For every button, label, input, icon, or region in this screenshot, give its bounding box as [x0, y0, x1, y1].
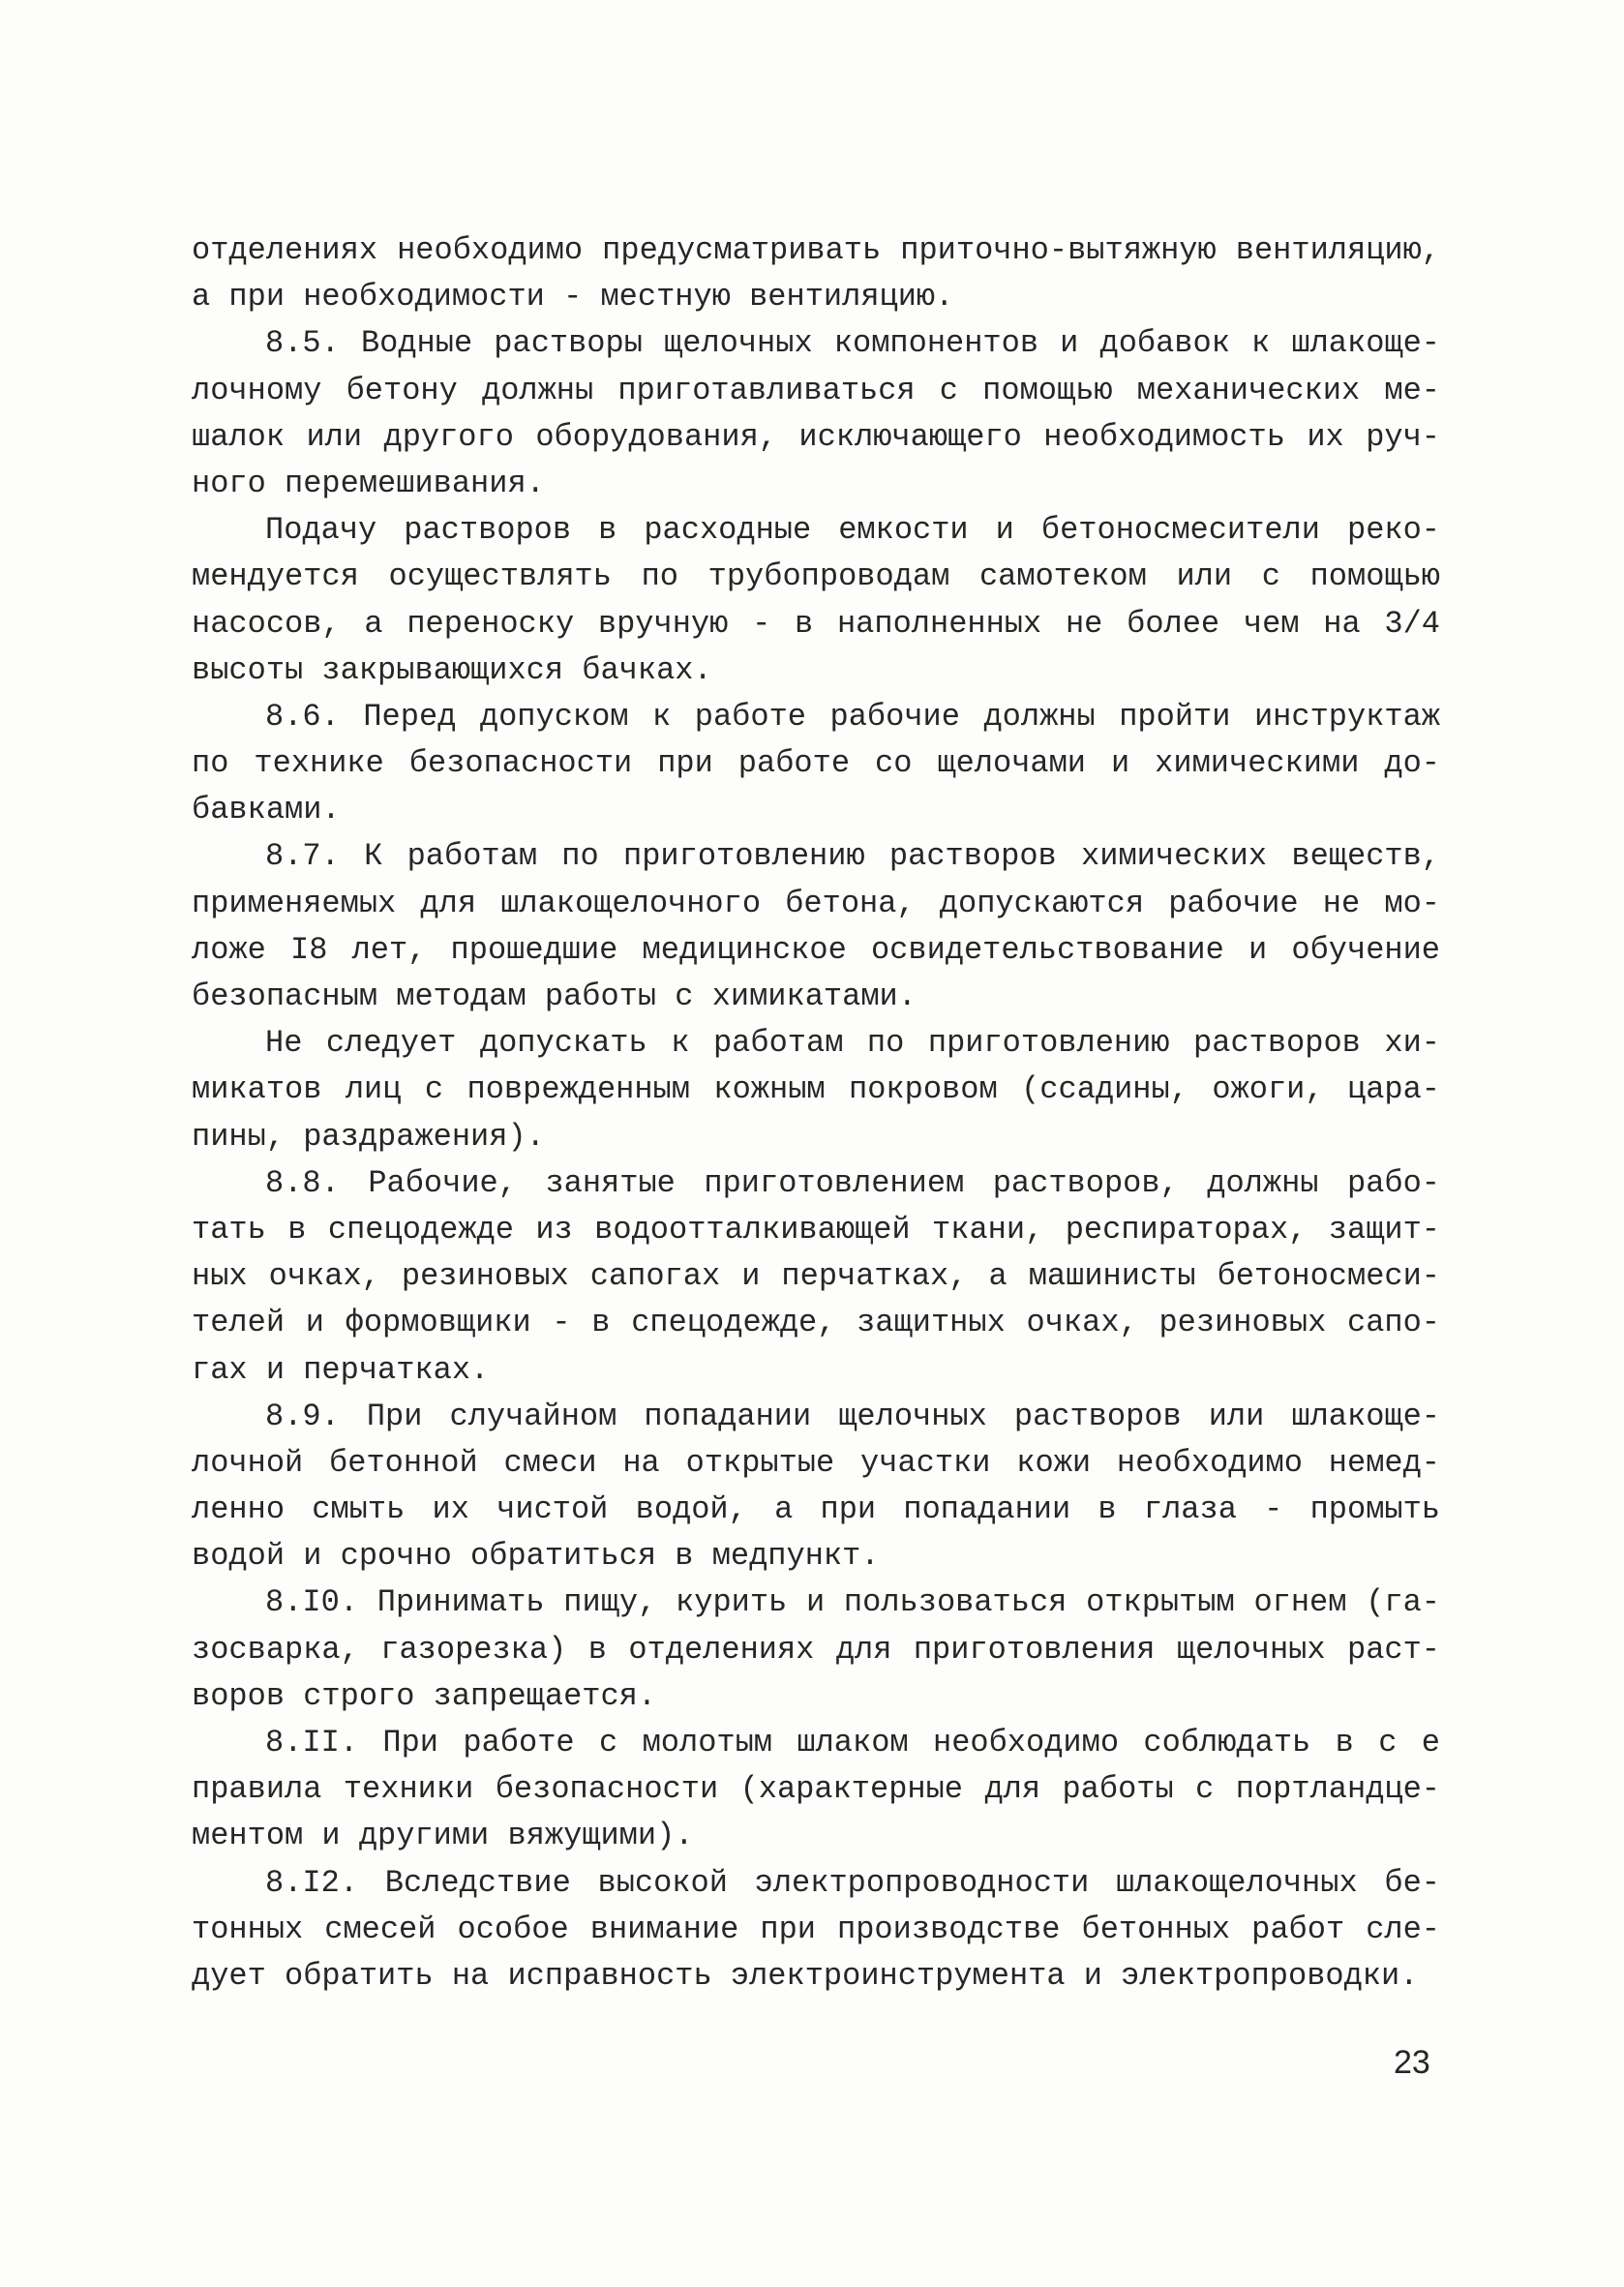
- text-line: водой и срочно обратиться в медпункт.: [192, 1538, 880, 1575]
- text-line: ного перемешивания.: [192, 465, 545, 501]
- text-line: ных очках, резиновых сапогах и перчатках, а машинисты бетоносмеси-: [192, 1258, 1440, 1295]
- text-line: пины, раздражения).: [192, 1118, 545, 1155]
- text-line: 8.II. При работе с молотым шлаком необходимо соблюдать в с е: [265, 1725, 1440, 1760]
- text-line: воров строго запрещается.: [192, 1677, 657, 1714]
- text-line: безопасным методам работы с химикатами.: [192, 978, 917, 1014]
- text-line: 8.6. Перед допуском к работе рабочие должны пройти инструктаж: [265, 698, 1440, 735]
- page-number: 23: [1394, 2044, 1430, 2081]
- text-line: ментом и другими вяжущими).: [192, 1818, 694, 1854]
- paragraph: [192, 833, 1440, 1020]
- text-line: Не следует допускать к работам по приготовлению растворов хи-: [265, 1025, 1440, 1062]
- text-line: зосварка, газорезка) в отделениях для приготовления щелочных раст-: [192, 1631, 1440, 1668]
- text-line: тонных смесей особое внимание при производстве бетонных работ сле-: [192, 1911, 1440, 1947]
- text-line: 8.7. К работам по приготовлению растворов химических веществ,: [265, 838, 1440, 875]
- text-line: а при необходимости - местную вентиляцию.: [192, 279, 954, 316]
- text-line: 8.8. Рабочие, занятые приготовлением растворов, должны рабо-: [265, 1164, 1440, 1201]
- text-line: по технике безопасности при работе со щелочами и химическими до-: [192, 745, 1440, 782]
- text-line: высоты закрывающихся бачках.: [192, 651, 712, 688]
- text-line: бавками.: [192, 792, 341, 828]
- paragraph: [192, 694, 1440, 834]
- text-line: мендуется осуществлять по трубопроводам самотеком или с помощью: [192, 558, 1440, 595]
- text-line: лочной бетонной смеси на открытые участки кожи необходимо немед-: [192, 1444, 1440, 1481]
- text-line: Подачу растворов в расходные емкости и бетоносмесители реко-: [265, 512, 1440, 549]
- paragraph: [192, 1394, 1440, 1580]
- paragraph: [192, 1860, 1440, 2001]
- text-line: 8.9. При случайном попадании щелочных растворов или шлакоще-: [265, 1398, 1440, 1434]
- text-line: правила техники безопасности (характерные для работы с портландце-: [192, 1771, 1440, 1808]
- text-line: дует обратить на исправность электроинструмента и электропроводки.: [192, 1957, 1419, 1994]
- text-line: 8.I2. Вследствие высокой электропроводности шлакощелочных бе-: [265, 1864, 1440, 1901]
- paragraph: [192, 507, 1440, 694]
- document-body: [192, 227, 1440, 2000]
- text-line: 8.I0. Принимать пищу, курить и пользоваться открытым огнем (га-: [265, 1584, 1440, 1621]
- text-line: насосов, а переноску вручную - в наполненных не более чем на 3/4: [192, 605, 1440, 642]
- text-line: ложе I8 лет, прошедшие медицинское освидетельствование и обучение: [192, 931, 1440, 968]
- text-line: тать в спецодежде из водоотталкивающей ткани, респираторах, защит-: [192, 1211, 1440, 1248]
- paragraph: [192, 1720, 1440, 1860]
- text-line: микатов лиц с поврежденным кожным покровом (ссадины, ожоги, цара-: [192, 1071, 1440, 1108]
- text-line: шалок или другого оборудования, исключающего необходимость их руч-: [192, 418, 1440, 455]
- text-line: применяемых для шлакощелочного бетона, допускаются рабочие не мо-: [192, 885, 1440, 921]
- text-line: отделениях необходимо предусматривать приточно-вытяжную вентиляцию,: [192, 232, 1440, 268]
- paragraph: [192, 320, 1440, 507]
- text-line: ленно смыть их чистой водой, а при попадании в глаза - промыть: [192, 1491, 1440, 1528]
- text-line: лочному бетону должны приготавливаться с помощью механических ме-: [192, 372, 1440, 408]
- text-line: телей и формовщики - в спецодежде, защитных очках, резиновых сапо-: [192, 1305, 1440, 1341]
- text-line: гах и перчатках.: [192, 1351, 490, 1388]
- paragraph: [192, 227, 1440, 320]
- paragraph: [192, 1020, 1440, 1160]
- text-line: 8.5. Водные растворы щелочных компонентов и добавок к шлакоще-: [265, 325, 1440, 362]
- paragraph: [192, 1580, 1440, 1720]
- paragraph: [192, 1160, 1440, 1394]
